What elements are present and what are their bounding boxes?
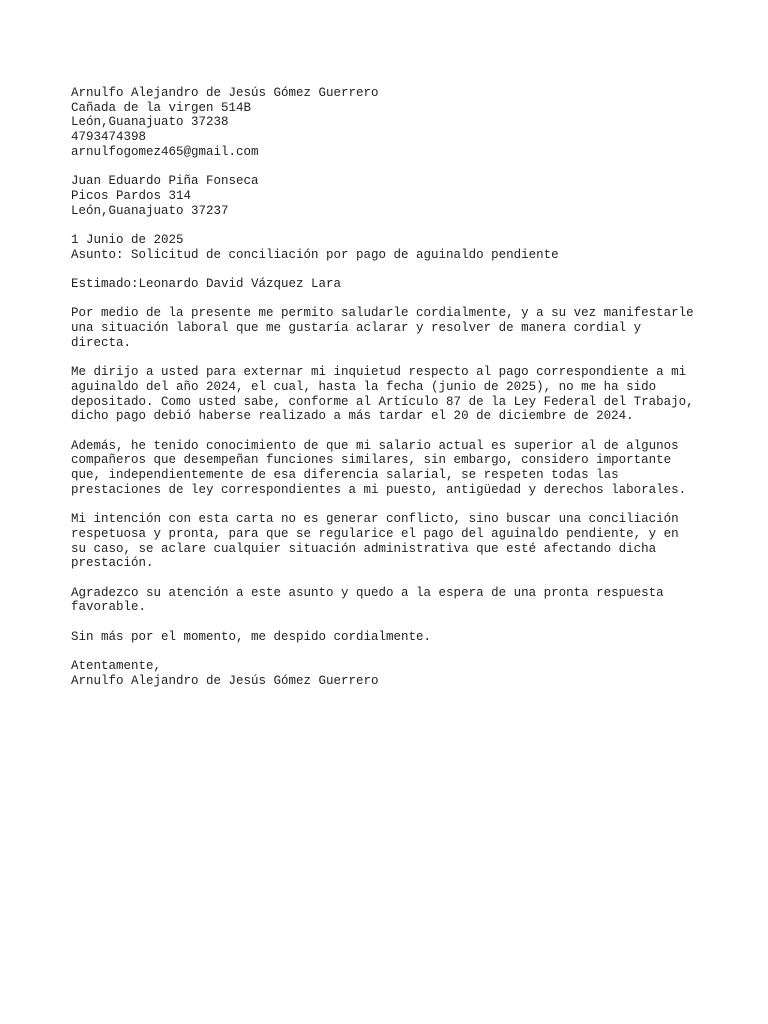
recipient-street: Picos Pardos 314 — [71, 188, 192, 203]
letter-meta — [71, 233, 711, 262]
paragraph-line: dicho pago debió haberse realizado a más tardar el 20 de diciembre de 2024. — [71, 409, 634, 424]
salutation — [71, 277, 711, 292]
paragraph-line: Agradezco su atención a este asunto y quedo a la espera de una pronta respuesta — [71, 585, 664, 600]
sender-street: Cañada de la virgen 514B — [71, 100, 252, 115]
letter-subject: Asunto: Solicitud de conciliación por pago de aguinaldo pendiente — [71, 247, 559, 262]
paragraph-line: una situación laboral que me gustaría aclarar y resolver de manera cordial y — [71, 321, 642, 336]
body-paragraph-5 — [71, 586, 711, 615]
recipient-name: Juan Eduardo Piña Fonseca — [71, 174, 259, 189]
salutation-text: Estimado:Leonardo David Vázquez Lara — [71, 277, 342, 292]
paragraph-line: prestación. — [71, 556, 154, 571]
letter-date: 1 Junio de 2025 — [71, 233, 184, 247]
letter-document — [71, 86, 711, 703]
paragraph-line: depositado. Como usted sabe, conforme al Artículo 87 de la Ley Federal del Trabajo, — [71, 394, 694, 409]
sender-phone: 4793474398 — [71, 130, 147, 145]
paragraph-line: directa. — [71, 335, 132, 350]
paragraph-line: favorable. — [71, 600, 147, 615]
paragraph-line: respetuosa y pronta, para que se regularice el pago del aguinaldo pendiente, y en — [71, 526, 679, 541]
sender-city: León,Guanajuato 37238 — [71, 115, 229, 130]
paragraph-line: prestaciones de ley correspondientes a mi puesto, antigüedad y derechos laborales. — [71, 482, 687, 497]
paragraph-line: Mi intención con esta carta no es generar conflicto, sino buscar una conciliación — [71, 512, 679, 527]
paragraph-line: que, independientemente de esa diferencia salarial, se respeten todas las — [71, 468, 619, 483]
paragraph-line: Me dirijo a usted para externar mi inquietud respecto al pago correspondiente a mi — [71, 365, 687, 380]
paragraph-line: aguinaldo del año 2024, el cual, hasta la fecha (junio de 2025), no me ha sido — [71, 379, 657, 394]
closing — [71, 659, 711, 688]
body-paragraph-6 — [71, 630, 711, 645]
paragraph-line: su caso, se aclare cualquier situación administrativa que esté afectando dicha — [71, 541, 657, 556]
paragraph-line: Sin más por el momento, me despido cordialmente. — [71, 629, 432, 644]
paragraph-line: Además, he tenido conocimiento de que mi salario actual es superior al de algunos — [71, 438, 679, 453]
signature-name: Arnulfo Alejandro de Jesús Gómez Guerrero — [71, 673, 379, 688]
recipient-city: León,Guanajuato 37237 — [71, 203, 229, 218]
sender-address — [71, 86, 711, 160]
recipient-address — [71, 174, 711, 218]
paragraph-line: Por medio de la presente me permito saludarle cordialmente, y a su vez manifestarle — [71, 306, 694, 321]
sender-name: Arnulfo Alejandro de Jesús Gómez Guerrero — [71, 86, 379, 100]
paragraph-line: compañeros que desempeñan funciones similares, sin embargo, considero importante — [71, 453, 672, 468]
body-paragraph-3 — [71, 439, 711, 498]
body-paragraph-1 — [71, 306, 711, 350]
valediction: Atentamente, — [71, 659, 162, 674]
body-paragraph-2 — [71, 365, 711, 424]
body-paragraph-4 — [71, 512, 711, 571]
sender-email: arnulfogomez465@gmail.com — [71, 144, 259, 159]
